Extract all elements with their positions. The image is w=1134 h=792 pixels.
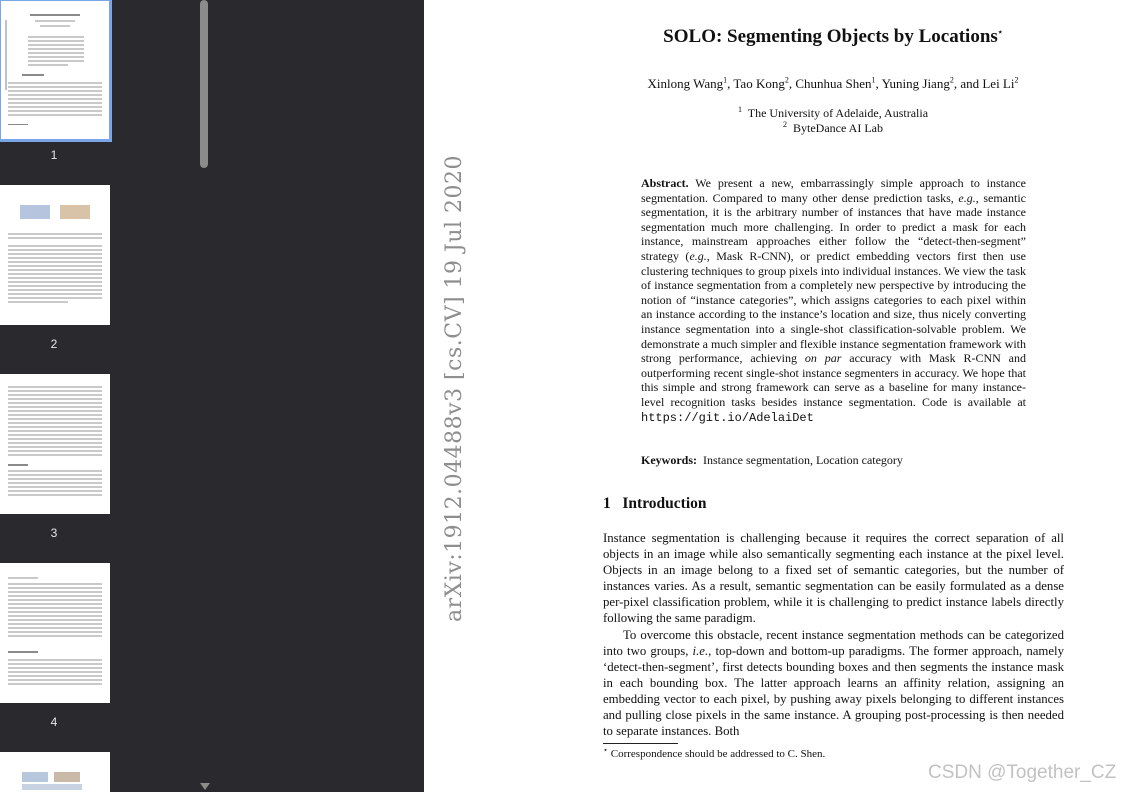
affiliation-mark: 2 — [783, 120, 788, 129]
affiliation-mark: 1 — [737, 105, 742, 114]
abstract-text: accuracy with Mask R-CNN and outperforming recent single-shot instance segmenters in accuracy. We hope that this simple and strong framework can serve as a baseline for many instance-level recognition tasks besides instance segmentation. Code is available at — [641, 351, 1026, 409]
abstract-text: , Mask R-CNN), or predict embedding vectors first then use clustering techniques to group pixels into individual instances. We view the task of instance segmentation from a completely new perspective by introducing the notion of “instance categories”, which assigns categories to each pixel within an instance according to the instance’s location and size, thus nicely converting instance segmentation into a single-shot classification-solvable problem. We demonstrate a much simpler and flexible instance segmentation framework with strong performance, achieving — [641, 248, 1027, 366]
affiliation-2 — [603, 121, 1063, 136]
affiliation-text: The University of Adelaide, Australia — [747, 106, 929, 120]
author-affiliation-mark: 2 — [1014, 75, 1019, 85]
introduction-text — [603, 530, 1064, 739]
author-affiliation-mark: 1 — [723, 75, 728, 85]
thumbnail-page-3-image[interactable] — [0, 374, 110, 514]
keywords — [641, 453, 1026, 468]
thumbnail-page-number: 2 — [50, 337, 58, 351]
thumbnail-page-number: 1 — [50, 148, 58, 162]
paper-title-text: SOLO: Segmenting Objects by Locations — [663, 26, 998, 47]
paper-title — [603, 26, 1063, 48]
keywords-text: Instance segmentation, Location category — [703, 453, 903, 467]
author-affiliation-mark: 1 — [871, 75, 876, 85]
intro-paragraph-1: Instance segmentation is challenging because it requires the correct separation of all objects in an image while also semantically segmenting each instance at the pixel level. Objects in an image belong to a fixed set of semantic categories, but the number of instances varies. As a result, semantic segmentation can be easily formulated as a dense per-pixel classification problem, while it is challenging to predict instance labels directly following the same paradigm. — [603, 531, 1064, 626]
thumbnail-page-2-image[interactable] — [0, 185, 110, 325]
author: Tao Kong — [733, 76, 785, 91]
abstract-label: Abstract. — [641, 176, 689, 190]
arxiv-stamp: arXiv:1912.04488v3 [cs.CV] 19 Jul 2020 — [442, 154, 467, 622]
author: Xinlong Wang — [647, 76, 724, 91]
author-affiliation-mark: 2 — [784, 75, 789, 85]
section-title: Introduction — [622, 495, 707, 512]
thumbnail-sidebar — [0, 0, 212, 792]
thumbnail-page-5-image[interactable] — [0, 752, 110, 792]
thumbnail-page-1-image[interactable] — [0, 0, 110, 140]
abstract-text-italic: e.g. — [689, 248, 707, 263]
keywords-label: Keywords: — [641, 453, 697, 467]
page-margin — [212, 0, 424, 792]
abstract-text: , semantic segmentation, it is the arbitrary number of instances that have made instance segmentation much more challenging. In order to predict a mask for each instance, mainstream approaches either follow the “detect-then-segment” strategy ( — [641, 190, 1027, 263]
sidebar-scroll-thumb[interactable] — [200, 0, 208, 168]
footnote-text: Correspondence should be addressed to C. Shen. — [608, 748, 826, 760]
abstract-text-italic: e.g. — [958, 190, 976, 205]
abstract-text: We present a new, embarrassingly simple approach to instance segmentation. Compared to many other dense prediction tasks, — [641, 176, 1026, 205]
thumbnail-page-4-image[interactable] — [0, 563, 110, 703]
abstract — [641, 176, 1026, 425]
affiliation-text: ByteDance AI Lab — [793, 121, 883, 135]
author-affiliation-mark: 2 — [949, 75, 954, 85]
thumbnail-page-number: 3 — [50, 526, 58, 540]
intro-text: , top-down and bottom-up paradigms. The former approach, namely ‘detect-then-segment’, first detects bounding boxes and then segments the instance mask in each bounding box. The latter approach learns an affinity relation, assigning an embedding vector to each pixel, by pushing away pixels belonging to different instances and pulling close pixels in the same instance. A grouping post-processing is then needed to separate instances. Both — [603, 643, 1064, 739]
footnote — [603, 745, 826, 760]
author: Yuning Jiang — [881, 76, 950, 91]
affiliation-1 — [603, 106, 1063, 121]
title-footnote-mark: ⋆ — [997, 27, 1003, 37]
intro-paragraph-2 — [603, 627, 1064, 740]
intro-text: To overcome this obstacle, recent instance segmentation methods can be categorized into two groups, — [603, 627, 1064, 658]
intro-text-italic: i.e. — [692, 643, 709, 658]
sidebar-scrollbar[interactable] — [197, 0, 212, 792]
section-number: 1 — [603, 495, 611, 512]
author: Lei Li — [982, 76, 1015, 91]
watermark: CSDN @Together_CZ — [928, 762, 1117, 783]
paper-authors: Xinlong Wang$^1$, Tao Kong$^2$, Chunhua Shen$^1$, Yuning Jiang$^2$, and Lei Li$^2$ — [647, 75, 1019, 91]
section-heading-introduction — [603, 495, 707, 513]
scroll-down-arrow-icon[interactable] — [200, 783, 210, 790]
code-url-link[interactable]: https://git.io/AdelaiDet — [641, 410, 814, 425]
abstract-text-italic: on par — [804, 351, 842, 366]
author: Chunhua Shen — [795, 76, 872, 91]
footnote-mark: ⋆ — [603, 745, 609, 755]
thumbnail-list[interactable] — [0, 0, 196, 792]
thumbnail-page-number: 4 — [50, 715, 58, 729]
footnote-rule — [603, 743, 678, 744]
